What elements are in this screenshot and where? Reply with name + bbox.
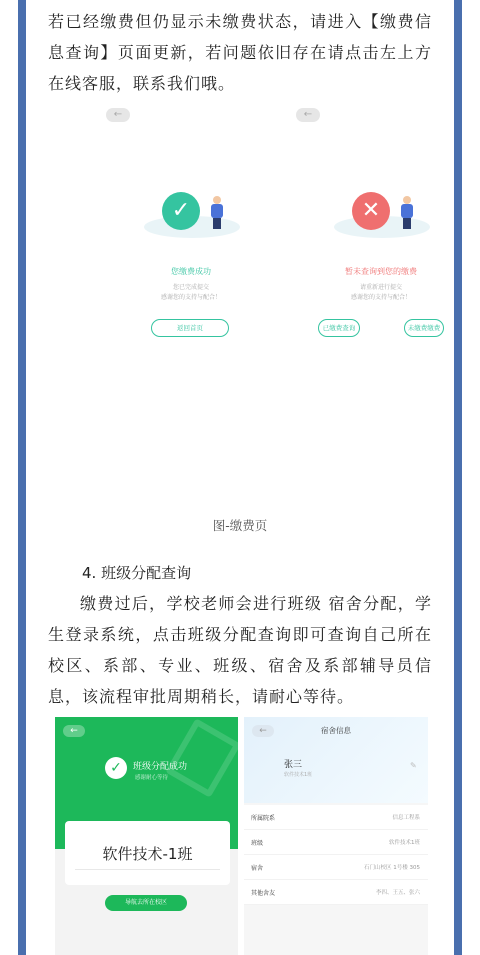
list-item — [244, 880, 428, 905]
back-arrow-icon: ← — [252, 725, 274, 737]
row-value: 信息工程系 — [392, 815, 420, 821]
checkmark-icon: ✓ — [162, 192, 200, 230]
class-name: 软件技术-1班 — [102, 845, 193, 863]
payment-failure-screenshot — [296, 108, 466, 348]
student-name: 张三 — [284, 760, 303, 770]
section-heading: 4. 班级分配查询 — [82, 564, 192, 582]
list-item — [244, 830, 428, 855]
person-icon — [210, 196, 224, 228]
class-success-subtitle: 感谢耐心等待 — [135, 775, 169, 781]
row-label: 宿舍 — [251, 865, 264, 872]
payment-failure-subtitle — [296, 283, 466, 303]
payment-success-sub2: 感谢您的支持与配合！ — [160, 294, 221, 301]
payment-success-subtitle — [106, 283, 276, 303]
section-paragraph: 缴费过后，学校老师会进行班级 宿舍分配，学生登录系统，点击班级分配查询即可查询自己所在校区、系部、专业、班级、宿舍及系部辅导员信息，该流程审批周期稍长，请耐心等待。 — [48, 594, 432, 706]
payment-failure-sub1: 请重新进行提交 — [359, 284, 402, 291]
dorm-header — [244, 717, 428, 803]
figure-caption: 图-缴费页 — [212, 518, 268, 533]
checkmark-icon: ✓ — [105, 757, 127, 779]
dorm-title: 宿舍信息 — [321, 726, 351, 735]
list-item — [244, 855, 428, 880]
row-value: 石门山校区 1号楼 305 — [364, 865, 420, 871]
row-value: 李四、王五、张六 — [375, 890, 420, 896]
payment-success-title: 您缴费成功 — [171, 267, 211, 276]
divider — [75, 869, 220, 870]
payment-failure-title: 暂未查询到您的缴费 — [345, 267, 417, 276]
decoration-card-icon — [165, 718, 238, 798]
pay-unpaid-button: 未缴费缴费 — [404, 319, 444, 337]
student-class: 软件技术1班 — [284, 772, 313, 778]
payment-success-screenshot — [106, 108, 276, 348]
success-illustration — [144, 168, 244, 240]
row-value: 软件技术1班 — [389, 840, 420, 846]
query-paid-button: 已缴费查询 — [318, 319, 360, 337]
dorm-info-screenshot — [244, 717, 428, 955]
edit-icon: ✎ — [410, 761, 417, 770]
person-icon — [400, 196, 414, 228]
intro-paragraph: 若已经缴费但仍显示未缴费状态，请进入【缴费信息查询】页面更新，若问题依旧存在请点击左上方在线客服，联系我们哦。 — [48, 12, 432, 93]
back-arrow-icon: ← — [63, 725, 85, 737]
list-item — [244, 805, 428, 830]
return-home-button: 返回首页 — [151, 319, 229, 337]
navigate-campus-button: 导航去所在校区 — [105, 895, 187, 911]
back-arrow-icon: ← — [106, 108, 130, 122]
page-border-left — [0, 0, 34, 955]
payment-success-sub1: 您已完成提交 — [172, 284, 209, 291]
class-success-title: 班级分配成功 — [133, 762, 188, 772]
payment-failure-sub2: 感谢您的支持与配合！ — [350, 294, 411, 301]
cross-icon: ✕ — [352, 192, 390, 230]
row-label: 所属院系 — [251, 815, 276, 822]
row-label: 其他舍友 — [251, 890, 276, 897]
class-name-card — [65, 821, 230, 885]
back-arrow-icon: ← — [296, 108, 320, 122]
class-assignment-screenshot — [55, 717, 238, 955]
row-label: 班级 — [251, 840, 264, 847]
failure-illustration — [334, 168, 434, 240]
dorm-info-list — [244, 805, 428, 905]
